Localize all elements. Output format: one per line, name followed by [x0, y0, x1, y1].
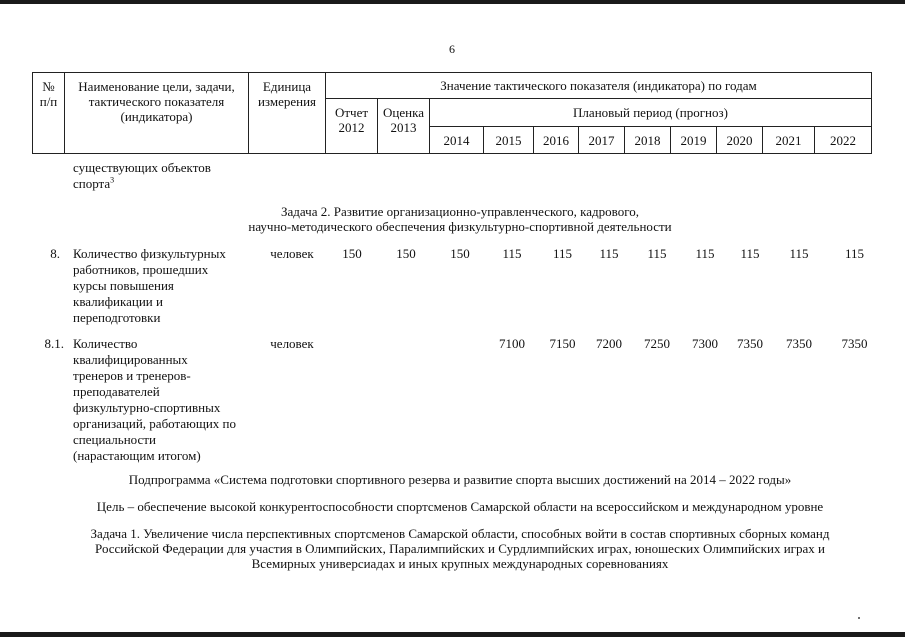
header-name-line-3: (индикатора) [120, 109, 193, 124]
task2-heading [180, 204, 740, 234]
header-estimate-year: 2013 [390, 120, 417, 135]
row-name-line: (нарастающим итогом) [73, 448, 201, 463]
header-year-2014: 2014 [430, 127, 484, 154]
row-name-line: Количество физкультурных [73, 246, 226, 261]
row-name-line: организаций, работающих по [73, 416, 237, 431]
header-year-2015: 2015 [484, 127, 534, 154]
goal-text: Цель – обеспечение высокой конкурентоспособности спортсменов Самарской области на всероссийском и международном уровне [96, 499, 824, 514]
header-report-label: Отчет [334, 105, 369, 120]
continuation-text: спорта [73, 176, 111, 191]
value-2015: 115 [502, 246, 522, 261]
header-name-line-1: Наименование цели, задачи, [78, 79, 235, 94]
value-2017: 115 [599, 246, 619, 261]
row-name-line: квалифицированных [73, 352, 188, 367]
header-year-2017: 2017 [579, 127, 625, 154]
bottom-border [0, 632, 905, 637]
row-num: 8.1. [44, 336, 64, 351]
value-2012: 150 [342, 246, 362, 261]
continuation-line-2 [73, 176, 114, 191]
row-name-line: преподавателей [73, 384, 160, 399]
header-year-2020: 2020 [717, 127, 763, 154]
header-estimate-label: Оценка [383, 105, 424, 120]
subprogram-heading: Подпрограмма «Система подготовки спортивного резерва и развитие спорта высших достижений на 2014 – 2022 годы» [128, 472, 792, 487]
value-2019: 7300 [692, 336, 718, 351]
value-2016: 115 [552, 246, 573, 261]
continuation-line-1: существующих объектов [73, 160, 211, 175]
header-num [33, 73, 65, 154]
task1-line-3: Всемирных универсиадах и иных крупных международных соревнованиях [251, 556, 669, 571]
header-num-line-1: № [42, 79, 55, 94]
value-2019: 115 [695, 246, 715, 261]
row-name-line: работников, прошедших [73, 262, 209, 277]
row-unit: человек [270, 336, 314, 351]
value-2022: 115 [844, 246, 865, 261]
header-year-2018: 2018 [625, 127, 671, 154]
page-number: 6 [449, 42, 455, 56]
value-2017: 7200 [596, 336, 622, 351]
footnote-marker: 3 [110, 175, 115, 185]
header-name-line-2: тактического показателя [88, 94, 225, 109]
row-num: 8. [50, 246, 60, 261]
value-2015: 7100 [499, 336, 525, 351]
task2-line-1: Задача 2. Развитие организационно-управленческого, кадрового, [281, 204, 639, 219]
header-year-2016: 2016 [534, 127, 579, 154]
row-name-line: переподготовки [73, 310, 161, 325]
value-2020: 7350 [737, 336, 763, 351]
header-unit [249, 73, 326, 154]
task1-heading [30, 526, 890, 571]
row-unit: человек [270, 246, 314, 261]
indicator-table-header [32, 72, 872, 154]
row-name-line: курсы повышения [73, 278, 174, 293]
value-2020: 115 [740, 246, 760, 261]
task2-line-2: научно-методического обеспечения физкультурно-спортивной деятельности [248, 219, 672, 234]
value-2016: 7150 [549, 336, 576, 351]
task1-line-2: Российской Федерации для участия в Олимпийских, Паралимпийских и Сурдлимпийских играх, юношеских Олимпийских играх и [95, 541, 825, 556]
header-plan-period: Плановый период (прогноз) [430, 99, 872, 127]
header-year-2021: 2021 [763, 127, 815, 154]
value-2013: 150 [396, 246, 416, 261]
header-year-2019: 2019 [671, 127, 717, 154]
row-name-line: квалификации и [73, 294, 163, 309]
header-unit-line-1: Единица [262, 79, 312, 94]
header-values-title: Значение тактического показателя (индикатора) по годам [326, 73, 872, 99]
row-name-line: специальности [73, 432, 156, 447]
row-name-line: физкультурно-спортивных [73, 400, 221, 415]
header-year-2022: 2022 [815, 127, 872, 154]
row-name-line: тренеров и тренеров- [73, 368, 191, 383]
value-2022: 7350 [841, 336, 868, 351]
top-border [0, 0, 905, 4]
value-2021: 115 [789, 246, 809, 261]
header-unit-line-2: измерения [257, 94, 317, 109]
header-report [326, 99, 378, 154]
header-estimate [378, 99, 430, 154]
row-name-line: Количество [73, 336, 138, 351]
task1-line-1: Задача 1. Увеличение числа перспективных спортсменов Самарской области, способных войти в состав спортивных сборных команд [90, 526, 830, 541]
header-num-line-2: п/п [39, 94, 58, 109]
value-2018: 7250 [644, 336, 670, 351]
value-2018: 115 [647, 246, 667, 261]
header-report-year: 2012 [338, 120, 365, 135]
value-2021: 7350 [786, 336, 812, 351]
header-name [65, 73, 249, 154]
scan-speck [858, 617, 860, 619]
value-2014: 150 [450, 246, 470, 261]
